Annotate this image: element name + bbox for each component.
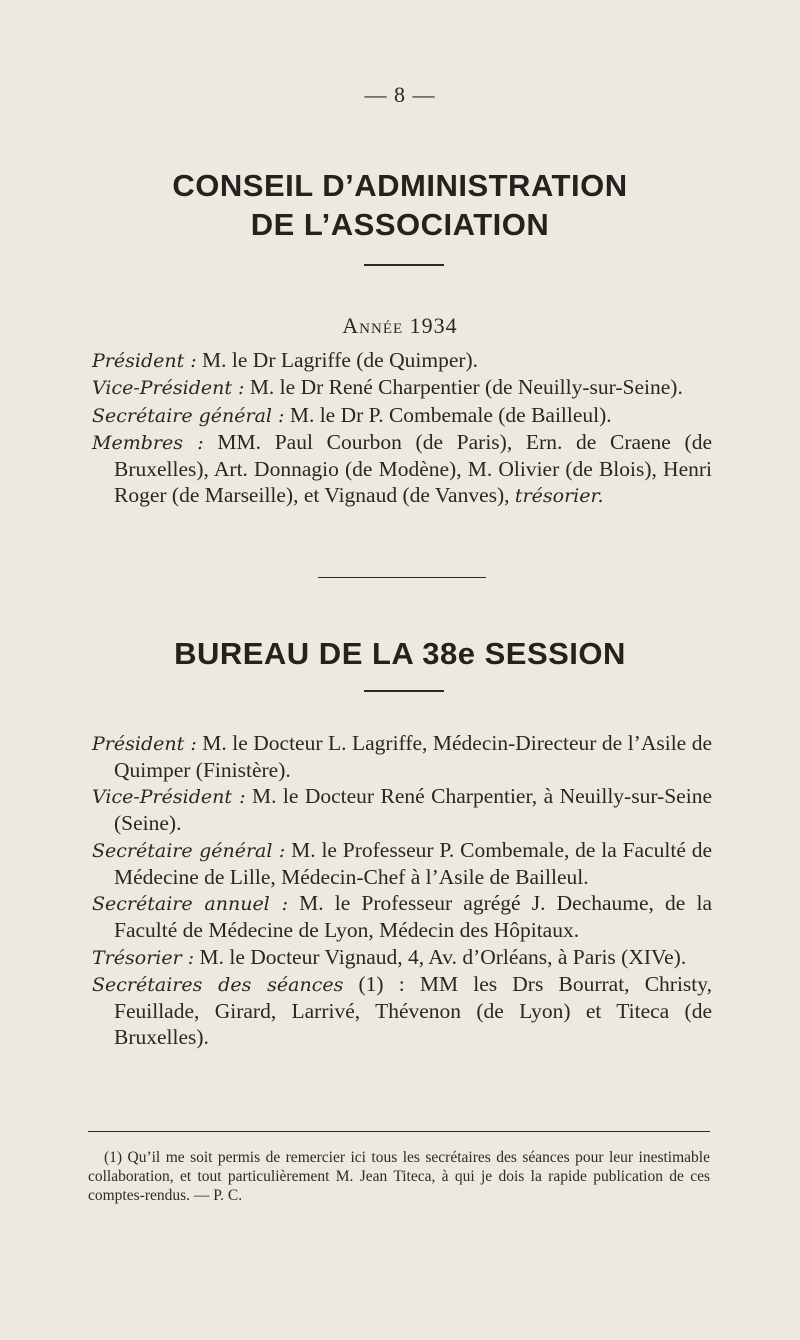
council-entry-vice-president [92,374,712,401]
bureau-members-list [92,730,712,1050]
section1-title-line2: DE L’ASSOCIATION [250,207,550,242]
bureau-entry-president [92,730,712,783]
bureau-entry-session-secretaries [92,971,712,1050]
entry-text: M. le Professeur P. Combemale, de la Faculté de Médecine de Lille, Médecin-Chef à l’Asile de Bailleul. [114,837,712,889]
section-divider [318,577,486,578]
title-divider [364,690,444,692]
entry-role: Vice-Président : [92,377,245,400]
council-entry-secretary-general [92,402,712,429]
entry-role: Membres : [92,432,204,455]
entry-text: M. le Docteur L. Lagriffe, Médecin-Directeur de l’Asile de Quimper (Finistère). [114,731,713,782]
bureau-entry-treasurer [92,944,712,971]
entry-text: M. le Docteur Vignaud, 4, Av. d’Orléans, à Paris (XIVe). [199,944,687,969]
bureau-entry-vice-president [92,783,712,836]
footnote-divider [88,1131,710,1132]
entry-text: M. le Dr Lagriffe (de Quimper). [202,348,479,372]
entry-role: Trésorier : [92,946,195,969]
entry-text: M. le Dr René Charpentier (de Neuilly-sur-Seine). [249,375,683,400]
entry-text: M. le Docteur René Charpentier, à Neuilly-sur-Seine (Seine). [114,784,712,836]
entry-text: (1) : MM les Drs Bourrat, Christy, Feuillade, Girard, Larrivé, Thévenon (de Lyon) et Titeca (de Bruxelles). [114,971,712,1049]
section2-title: BUREAU DE LA 38e SESSION [174,636,626,671]
entry-text: M. le Professeur agrégé J. Dechaume, de la Faculté de Médecine de Lyon, Médecin des Hôpitaux. [114,891,712,943]
bureau-entry-annual-secretary [92,890,712,943]
entry-role-suffix: trésorier. [514,485,604,508]
section1-title-line1: CONSEIL D’ADMINISTRATION [172,168,628,203]
entry-role: Président : [92,733,197,755]
entry-role: Secrétaire annuel : [92,893,288,916]
entry-role: Secrétaire général : [92,839,286,862]
title-divider [364,264,444,266]
footnote-text: (1) Qu’il me soit permis de remercier ici tous les secrétaires des séances pour leur inestimable collaboration, et tout particulièrement M. Jean Titeca, à qui je dois la rapide publication de ces comptes-rendus. — P. C. [88,1149,710,1204]
entry-role: Secrétaires des séances [92,973,344,996]
year-heading: Année 1934 [342,313,458,338]
council-entry-president [92,347,712,374]
council-entry-members [92,429,712,509]
page-number: — 8 — [364,82,436,107]
council-members-list [92,347,712,510]
entry-role: Président : [92,350,197,372]
entry-role: Vice-Président : [92,786,246,809]
footnote [88,1148,710,1205]
entry-text: M. le Dr P. Combemale (de Bailleul). [289,402,612,427]
entry-role: Secrétaire général : [92,404,285,427]
entry-text: MM. Paul Courbon (de Paris), Ern. de Craene (de Bruxelles), Art. Donnagio (de Modène), M. Olivier (de Blois), Henri Roger (de Marseille), et Vignaud (de Vanves), [114,430,712,508]
bureau-entry-secretary-general [92,837,712,890]
